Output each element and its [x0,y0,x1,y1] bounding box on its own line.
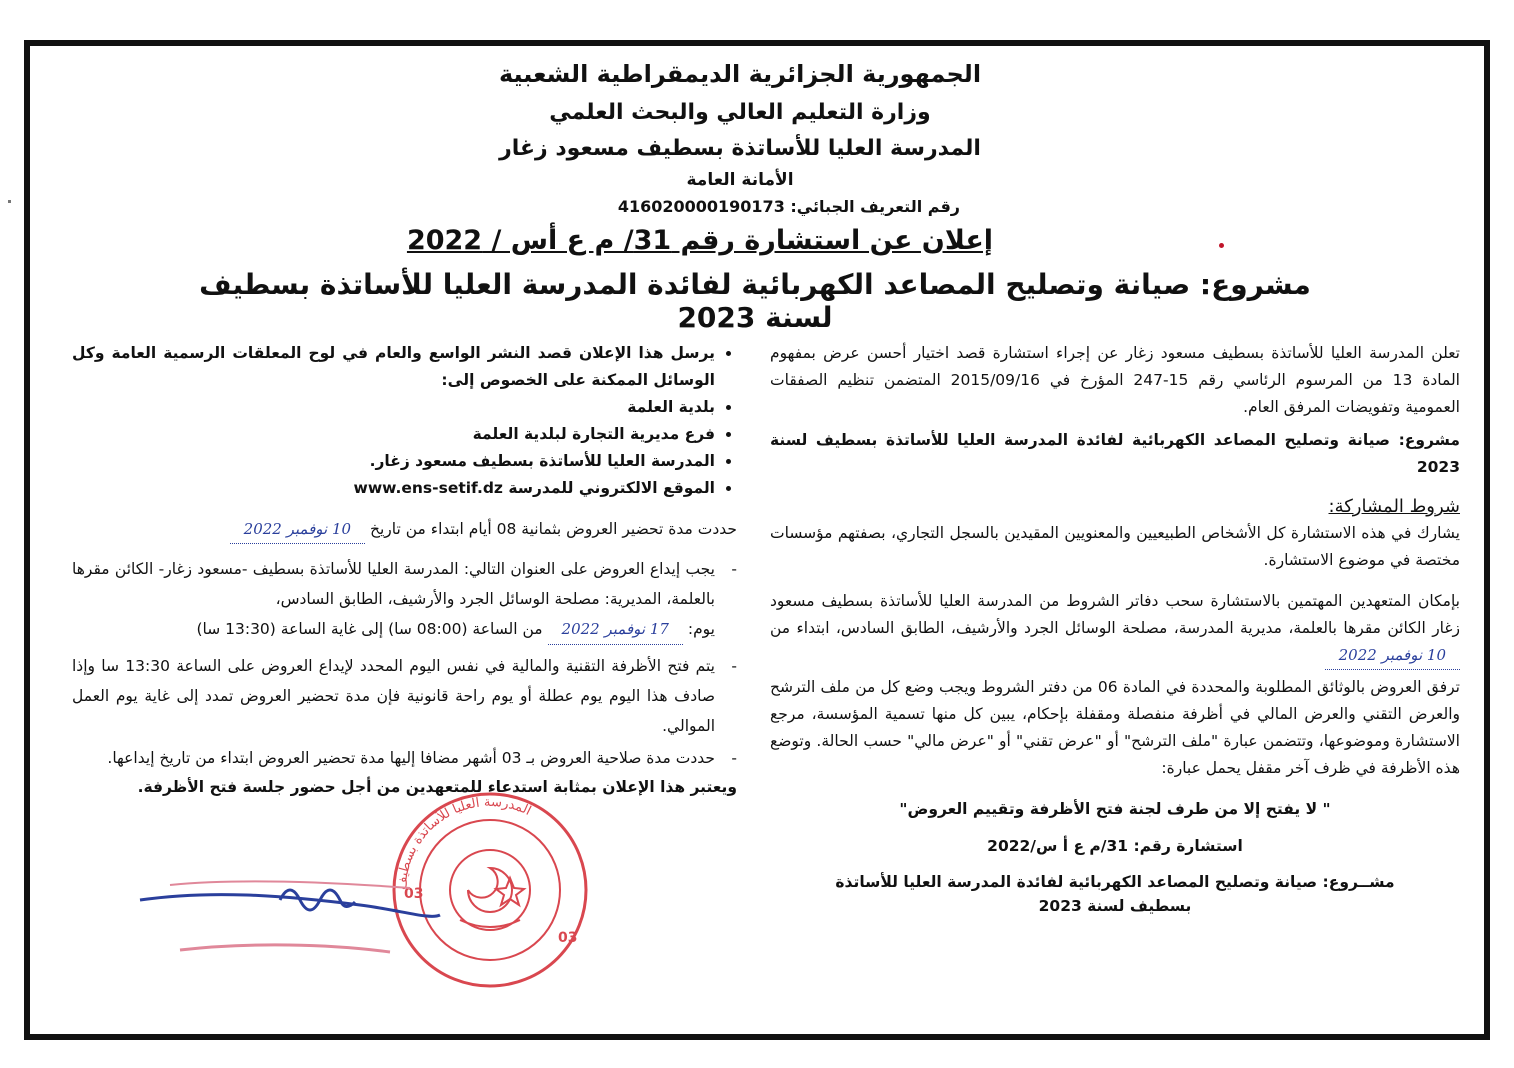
deposit-day-label: يوم: [687,620,715,638]
validity-paragraph: - حددت مدة صلاحية العروض بـ 03 أشهر مضافا إليها مدة تحضير العروض ابتداء من تاريخ إيداعها. [72,745,737,772]
deposit-date-line [72,614,737,645]
envelope-quote: " لا يفتح إلا من طرف لجنة فتح الأظرفة وتقييم العروض" [899,800,1331,818]
left-column [72,340,737,801]
envelope-paragraph: ترفق العروض بالوثائق المطلوبة والمحددة في المادة 06 من دفتر الشروط ويجب وضع كل من ملف الترشح والعرض التقني والعرض المالي في أظرفة منفصلة ومقفلة بإحكام، يبين كل منها تسمية المؤسسة، مرجع الاستشارة وموضوعها، وتتضمن عبارة "ملف الترشح" أو "عرض تقني" أو "عرض مالي" حسب الحالة. وتوضع هذه الأظرفة في ظرف آخر مقفل يحمل عبارة: [770,678,1460,777]
tax-id: رقم التعريف الجبائي: 416020000190173 [617,197,960,216]
publish-list [72,340,737,502]
signature-image [130,860,470,980]
signature-stroke-icon [140,895,440,917]
duration-date: 10 نوفمبر 2022 [230,516,365,544]
consultation-number: استشارة رقم: 31/م ع أ س/2022 [987,837,1243,855]
department-heading: الأمانة العامة [686,170,794,190]
school-heading: المدرسة العليا للأساتذة بسطيف مسعود زغار [499,136,981,161]
stamp-number-right: 03 [558,930,578,946]
name-stamp-icon [180,945,390,952]
publish-item: • الموقع الالكتروني للمدرسة www.ens-setif.dz [72,475,715,502]
project-line: مشروع: صيانة وتصليح المصاعد الكهربائية لفائدة المدرسة العليا للأساتذة بسطيف لسنة 2023 [770,431,1460,476]
title-stamp-icon [170,881,410,888]
deposit-date: 17 نوفمبر 2022 [548,614,683,645]
publish-intro: • يرسل هذا الإعلان قصد النشر الواسع والعام في لوح المعلقات الرسمية العامة وكل الوسائل الممكنة على الخصوص إلى: [72,340,715,394]
intro-paragraph: تعلن المدرسة العليا للأساتذة بسطيف مسعود زغار عن إجراء استشارة قصد اختيار أحسن عرض بمفهوم المادة 13 من المرسوم الرئاسي رقم 15-247 المؤرخ في 2015/09/16 المتضمن تنظيم الصفقات العمومية وتفويضات المرفق العام. [770,344,1460,416]
project-footer-2: بسطيف لسنة 2023 [1038,897,1192,915]
duration-paragraph [72,516,737,544]
right-column [770,340,1460,918]
republic-heading: الجمهورية الجزائرية الديمقراطية الشعبية [498,60,982,88]
withdraw-paragraph [770,588,1460,670]
publish-item: • فرع مديرية التجارة لبلدية العلمة [72,421,715,448]
ministry-heading: وزارة التعليم العالي والبحث العلمي [549,100,931,125]
project-title: مشروع: صيانة وتصليح المصاعد الكهربائية لفائدة المدرسة العليا للأساتذة بسطيف لسنة 2023 [199,268,1311,334]
notice-title: إعلان عن استشارة رقم 31/ م ع أس / 2022 [406,225,994,256]
deposit-paragraph: - يجب إيداع العروض على العنوان التالي: المدرسة العليا للأساتذة بسطيف -مسعود زغار- الكائن مقرها بالعلمة، المديرية: مصلحة الوسائل الجرد والأرشيف، الطابق السادس، [72,554,737,614]
invitation-paragraph: ويعتبر هذا الإعلان بمثابة استدعاء للمتعهدين من أجل حضور جلسة فتح الأظرفة. [137,778,737,796]
deposit-time: من الساعة (08:00 سا) إلى غاية الساعة (13:30 سا) [196,620,543,638]
conditions-paragraph: يشارك في هذه الاستشارة كل الأشخاص الطبيعيين والمعنويين المقيدين بالسجل التجاري، بصفتهم مؤسسات مختصة في موضوع الاستشارة. [770,524,1460,569]
conditions-title: شروط المشاركة: [1328,496,1460,517]
duration-text: حددت مدة تحضير العروض بثمانية 08 أيام ابتداء من تاريخ [369,520,737,538]
project-footer-1: مشــروع: صيانة وتصليح المصاعد الكهربائية لفائدة المدرسة العليا للأساتذة [835,873,1395,891]
withdraw-text: بإمكان المتعهدين المهتمين بالاستشارة سحب دفاتر الشروط من المدرسة العليا للأساتذة بسطيف مسعود زغار الكائن مقرها بالعلمة، مديرية المدرسة، مصلحة الوسائل الجرد والأرشيف، الطابق السادس، ابتداء من [770,592,1460,637]
stamp-number-left: 03 [404,886,424,902]
publish-item: • بلدية العلمة [72,394,715,421]
withdraw-date: 10 نوفمبر 2022 [1325,642,1460,670]
red-dot [1219,243,1224,248]
stamp-ring-text: المدرسة العليا للأساتذة بسطيف [394,794,534,891]
scan-speck [8,200,11,203]
opening-paragraph: - يتم فتح الأظرفة التقنية والمالية في نفس اليوم المحدد لإيداع العروض على الساعة 13:30 سا وإذا صادف هذا اليوم يوم عطلة أو يوم راحة قانونية فإن مدة تحضير العروض تمدد إلى غاية يوم العمل الموالي. [72,651,737,741]
publish-item: • المدرسة العليا للأساتذة بسطيف مسعود زغار. [72,448,715,475]
